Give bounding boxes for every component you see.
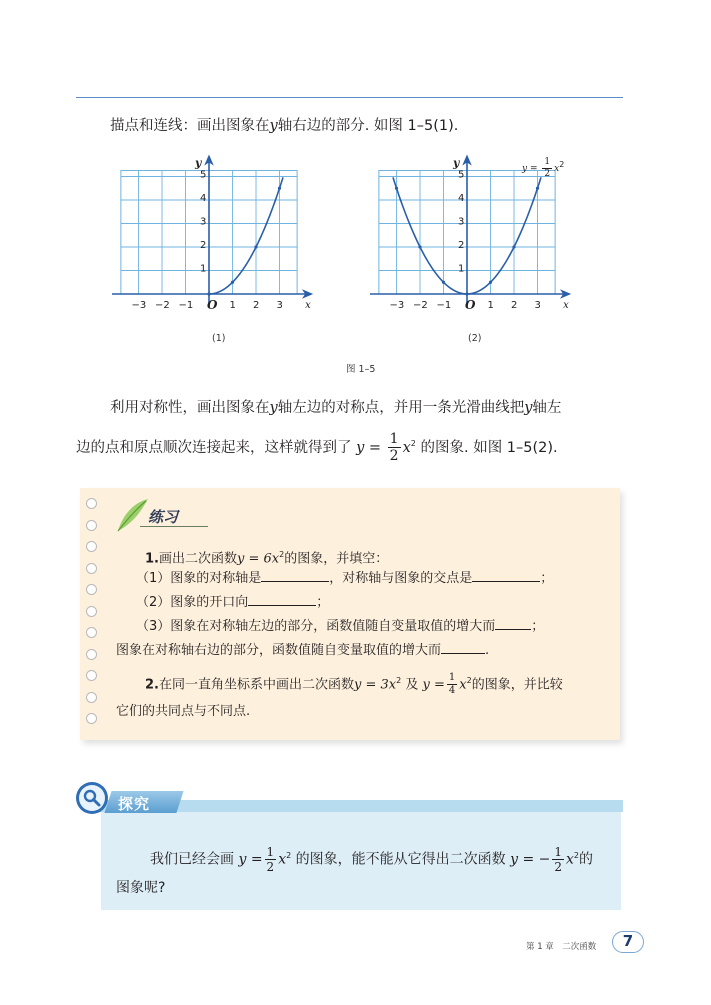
explore-text-line2: 图象呢? — [116, 880, 166, 896]
data-point — [395, 187, 398, 190]
magnifier-icon — [74, 780, 110, 816]
data-point — [254, 245, 257, 248]
ring — [86, 649, 97, 660]
exercise-q1: 1.画出二次函数$y = 6x^2$的图象，并填空： — [145, 550, 389, 567]
page-number: 7 — [622, 932, 634, 950]
data-point — [418, 245, 421, 248]
exercise-q1-part1: （1）图象的对称轴是 ，对称轴与图象的交点是 ； — [136, 571, 554, 586]
origin-label: O — [465, 298, 476, 312]
exercise-title-underline — [140, 526, 208, 527]
x-tick-label: −2 — [155, 300, 170, 311]
curve-equation-label: y = $\frac{1}{2}$ $x^2$ — [522, 157, 565, 179]
exercise-q1-part2: （2）图象的开口向 ； — [136, 595, 330, 610]
y-tick-label: 2 — [200, 240, 207, 251]
origin-label: O — [207, 298, 218, 312]
exercise-q1-part3: （3）图象在对称轴左边的部分，函数值随自变量取值的增大而 ； — [136, 619, 545, 634]
ring — [86, 627, 97, 638]
x-tick-label: 1 — [229, 300, 236, 311]
ring — [86, 670, 97, 681]
y-tick-label: 4 — [458, 193, 465, 204]
graph-right-half — [112, 146, 332, 318]
x-tick-label: −2 — [413, 300, 428, 311]
chapter-footer: 第 1 章 二次函数 — [526, 942, 597, 952]
data-point — [231, 281, 234, 284]
data-point — [442, 281, 445, 284]
y-tick-label: 2 — [458, 240, 465, 251]
x-axis-label: x — [563, 300, 569, 311]
exercise-title: 练习 — [148, 508, 179, 526]
data-point — [207, 292, 210, 295]
x-tick-label: 1 — [487, 300, 494, 311]
leaf-icon — [112, 497, 152, 535]
exercise-q1-part3-cont: 图象在对称轴右边的部分，函数值随自变量取值的增大而 . — [116, 643, 490, 658]
y-tick-label: 3 — [458, 216, 465, 228]
x-tick-label: −3 — [389, 300, 405, 311]
explore-title: 探究 — [118, 795, 151, 813]
intro-text: 描点和连线：画出图象在y轴右边的部分. 如图 1–5(1). — [110, 118, 459, 134]
x-tick-label: 2 — [511, 300, 518, 311]
y-axis-label: y — [453, 156, 460, 170]
y-tick-label: 3 — [200, 216, 207, 228]
ring — [86, 713, 97, 724]
data-point — [536, 187, 539, 190]
ring — [86, 498, 97, 509]
ring — [86, 584, 97, 595]
data-point — [278, 187, 281, 190]
ring — [86, 692, 97, 703]
x-axis-label: x — [305, 300, 311, 311]
explore-text-line1: 我们已经会画 y = $\frac{1}{2}$ $x^2$ 的图象，能不能从它得出二次函数 y = − $\frac{1}{2}$ $x^2$的 — [150, 845, 594, 875]
x-tick-label: −1 — [436, 300, 452, 311]
symmetry-paragraph-line2: 边的点和原点顺次连接起来，这样就得到了 y = $\frac{1}{2}$ $x^2$ 的图象. 如图 1–5(2). — [76, 431, 558, 465]
data-point — [489, 281, 492, 284]
x-tick-label: 2 — [253, 300, 260, 311]
header-rule — [76, 97, 623, 98]
ring — [86, 606, 97, 617]
subfigure-label-1: (1) — [212, 333, 226, 344]
y-tick-label: 5 — [200, 169, 207, 181]
ring — [86, 563, 97, 574]
y-tick-label: 4 — [200, 193, 207, 204]
subfigure-label-2: (2) — [468, 333, 482, 344]
y-tick-label: 1 — [200, 263, 207, 275]
x-tick-label: −1 — [178, 300, 194, 311]
data-point — [465, 292, 468, 295]
y-tick-label: 5 — [458, 169, 465, 181]
exercise-q2-cont: 它们的共同点与不同点. — [116, 704, 251, 719]
exercise-q2: 2.在同一直角坐标系中画出二次函数$y = 3x^2$ 及 y = $\frac{1}{4}$ $x^2$的图象，并比较 — [145, 672, 563, 697]
ring — [86, 520, 97, 531]
symmetry-paragraph-line1: 利用对称性，画出图象在y轴左边的对称点，并用一条光滑曲线把y轴左 — [110, 400, 562, 416]
figure-caption: 图 1–5 — [346, 364, 376, 375]
x-tick-label: 3 — [276, 300, 283, 311]
data-point — [512, 245, 515, 248]
x-tick-label: −3 — [131, 300, 147, 311]
ring — [86, 541, 97, 552]
x-tick-label: 3 — [534, 300, 541, 311]
y-axis-label: y — [195, 156, 202, 170]
y-tick-label: 1 — [458, 263, 465, 275]
